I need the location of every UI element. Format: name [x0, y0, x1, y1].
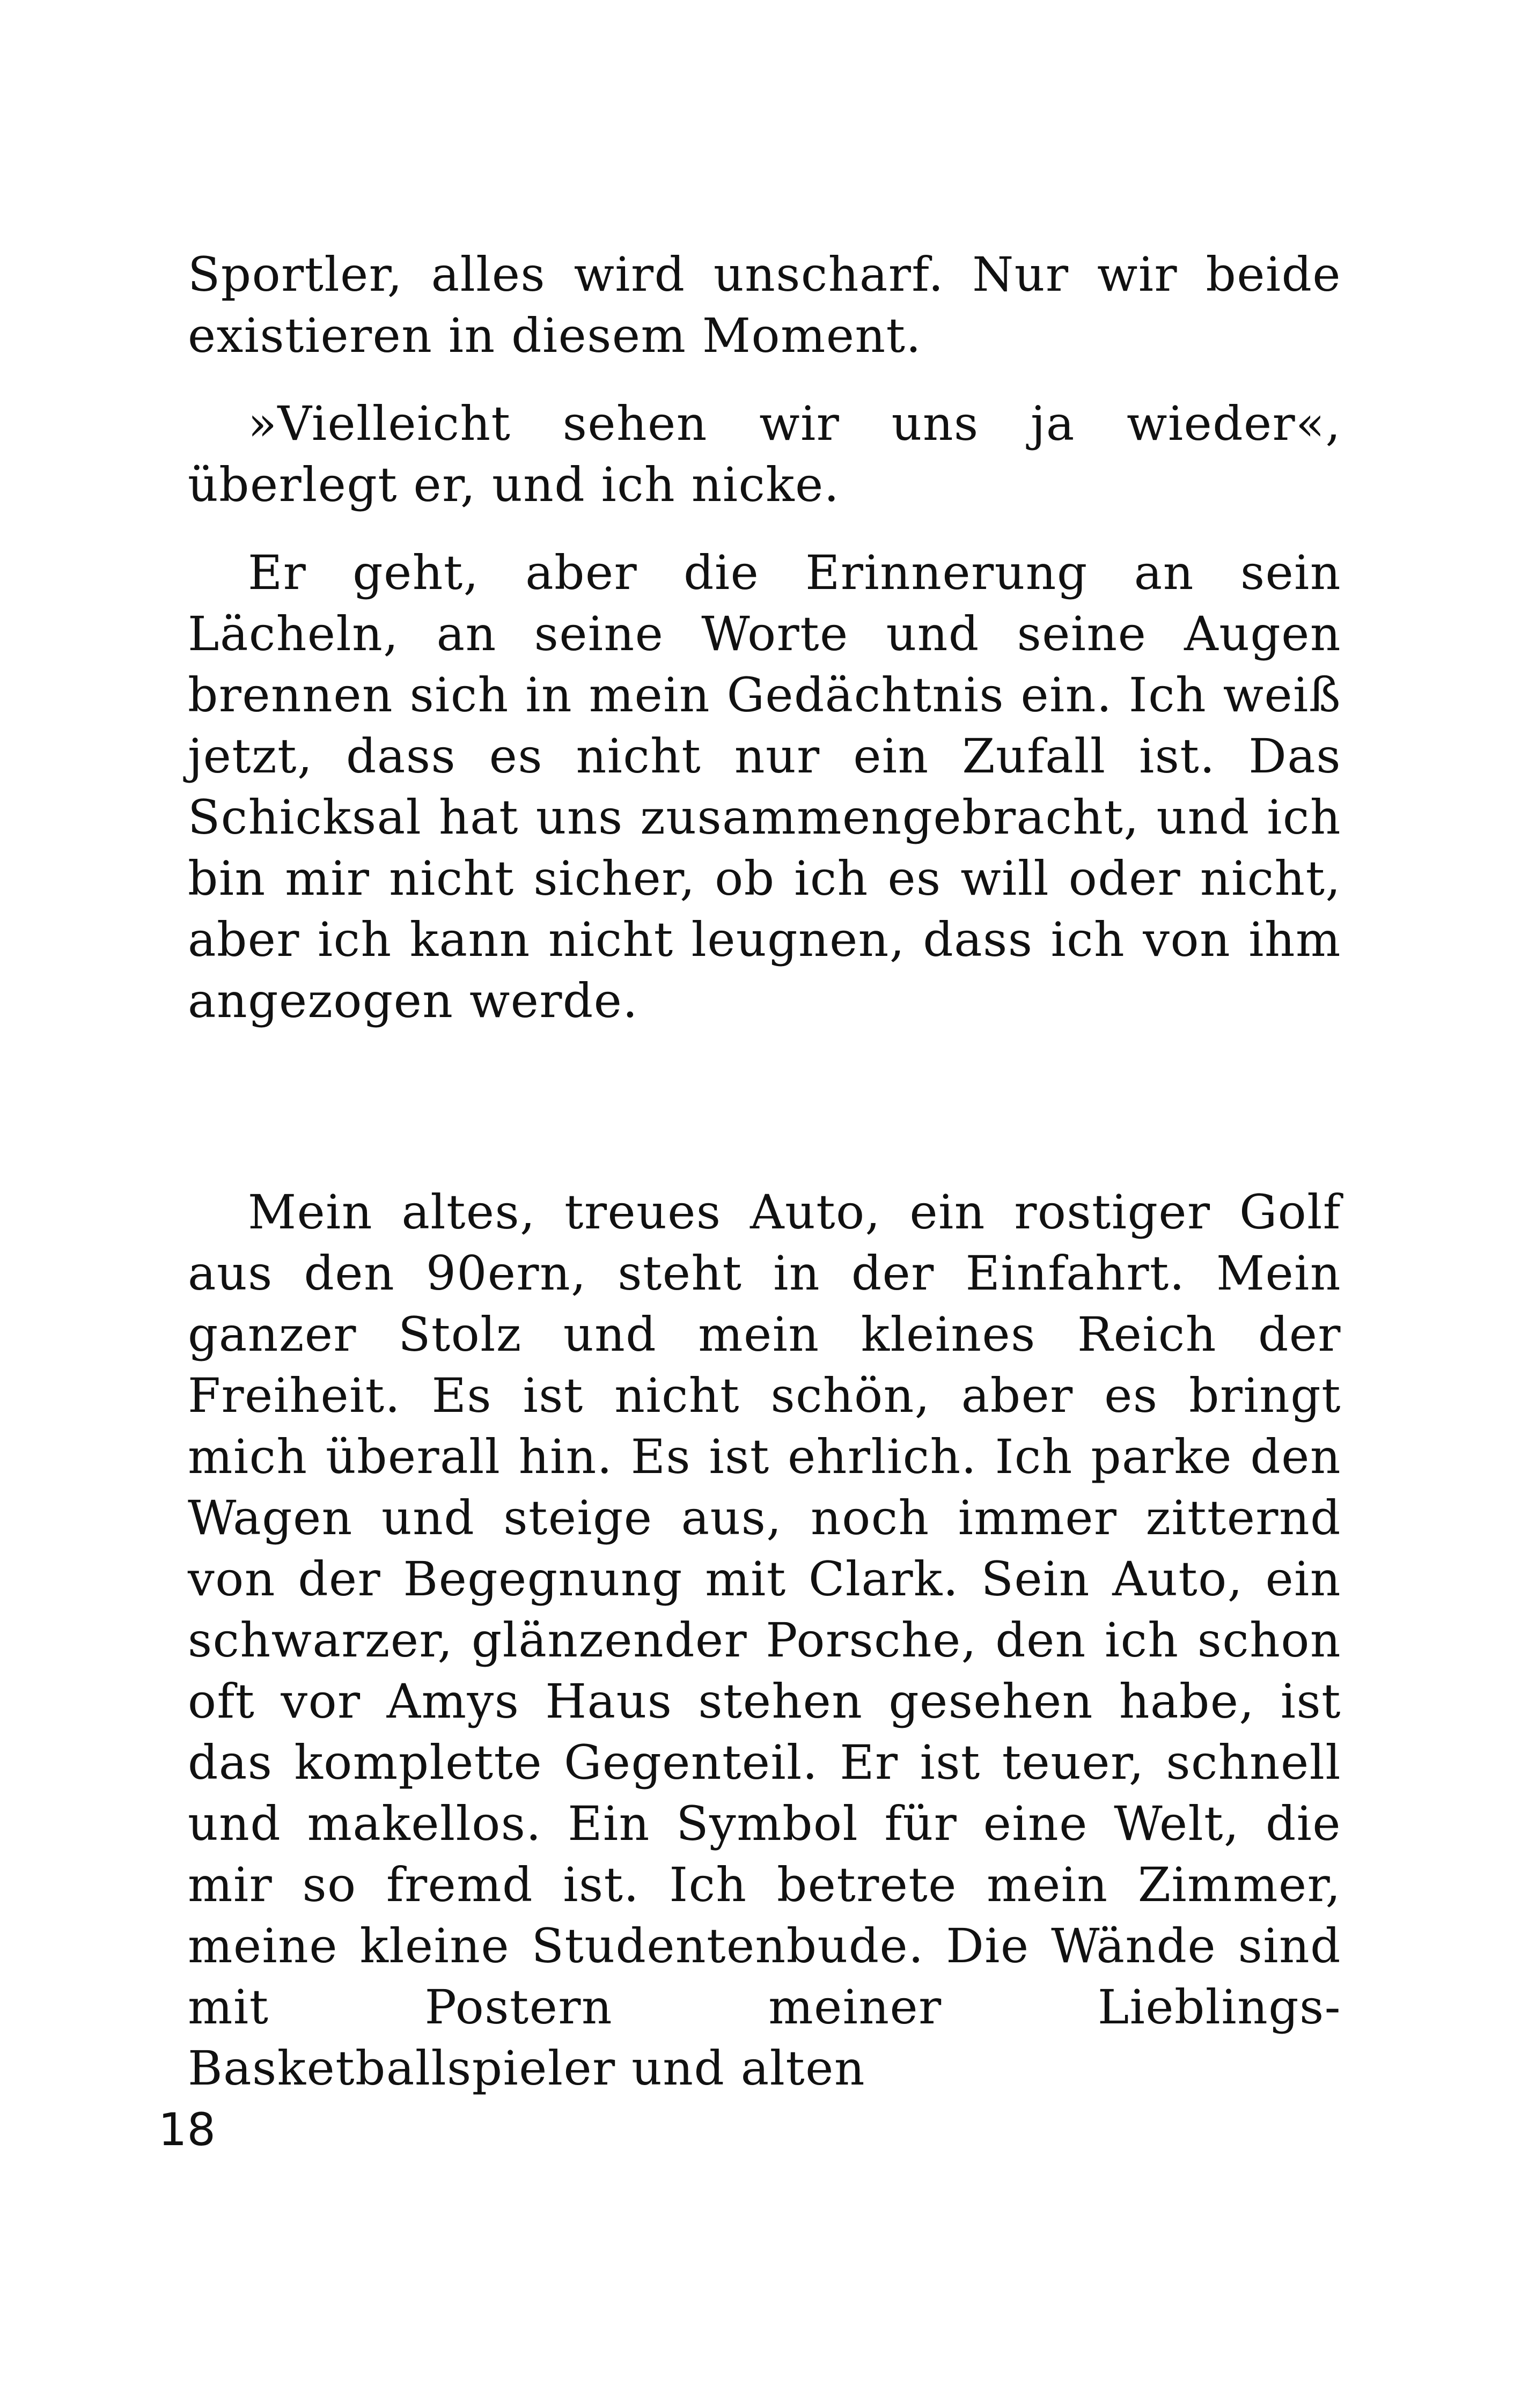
paragraph-car: Mein altes, treues Auto, ein rostiger Golf aus den 90ern, steht in der Einfahrt. Mein ganzer Stolz und mein kleines Reich der Freiheit. Es ist nicht schön, aber es bringt mich überall hin. Es ist ehrlich. Ich parke den Wagen und steige aus, noch immer zitternd von der Begegnung mit Clark. Sein Auto, ein schwarzer, glänzender Porsche, den ich schon oft vor Amys Haus stehen gesehen habe, ist das komplette Gegenteil. Er ist teuer, schnell und makellos. Ein Symbol für eine Welt, die mir so fremd ist. Ich betrete mein Zimmer, meine kleine Studentenbude. Die Wände sind mit Postern meiner Lieblings-Basketballspieler und alten — [188, 1184, 1341, 2096]
paragraph-continuation: Sportler, alles wird unscharf. Nur wir beide existieren in diesem Moment. — [188, 247, 1341, 363]
page-number: 18 — [158, 2103, 216, 2156]
paragraph-dialogue: »Vielleicht sehen wir uns ja wieder«, überlegt er, und ich nicke. — [188, 396, 1341, 512]
paragraph-memory: Er geht, aber die Erinnerung an sein Lächeln, an seine Worte und seine Augen brennen sich in mein Gedächtnis ein. Ich weiß jetzt, dass es nicht nur ein Zufall ist. Das Schicksal hat uns zusammengebracht, und ich bin mir nicht sicher, ob ich es will oder nicht, aber ich kann nicht leugnen, dass ich von ihm angezogen werde. — [188, 545, 1341, 1028]
body-text — [188, 244, 1341, 2099]
